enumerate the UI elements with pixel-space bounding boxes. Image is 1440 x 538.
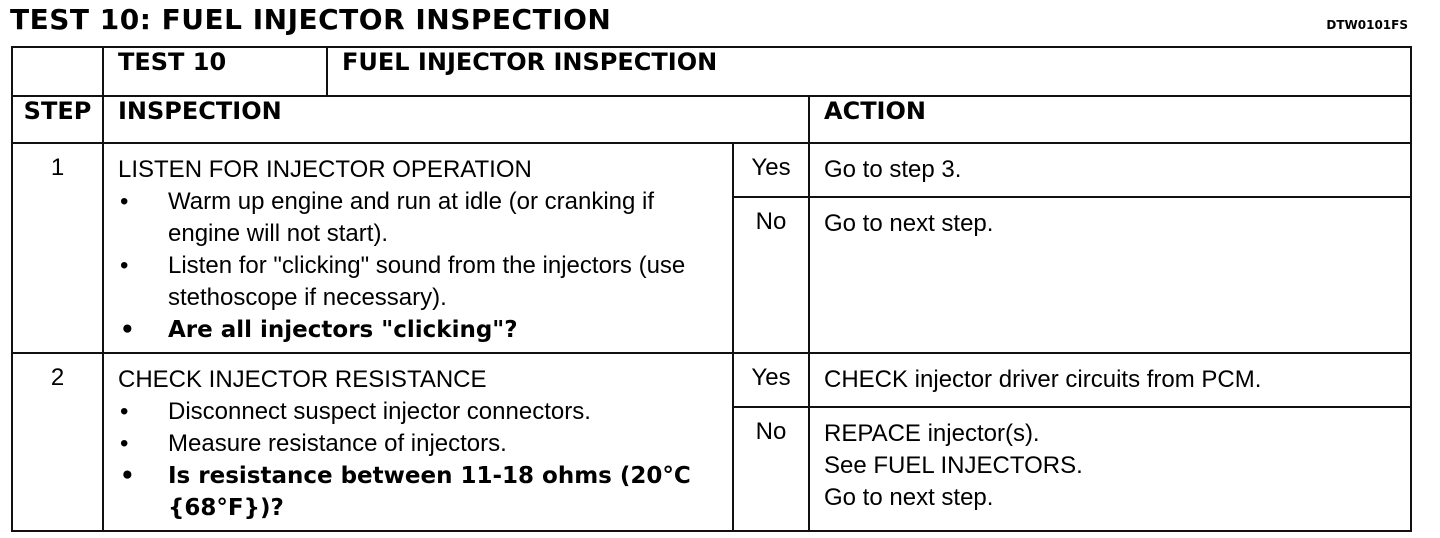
bullet-icon: • — [120, 398, 129, 425]
column-header-row — [12, 96, 1411, 143]
no-action: Go to next step. — [809, 197, 1411, 353]
list-item — [118, 428, 722, 460]
no-label: No — [733, 407, 809, 531]
test-header-blank — [12, 47, 103, 96]
bullet-text: Warm up engine and run at idle (or cranking if engine will not start). — [168, 188, 655, 247]
document-code: DTW0101FS — [1326, 18, 1408, 32]
bullet-icon: • — [120, 430, 129, 457]
step-2-inspection — [103, 353, 733, 531]
bullet-icon: • — [120, 252, 129, 279]
yes-action: CHECK injector driver circuits from PCM. — [809, 353, 1411, 407]
bullet-text: Listen for "clicking" sound from the injectors (use stethoscope if necessary). — [168, 252, 686, 311]
bullet-text: Measure resistance of injectors. — [168, 430, 507, 457]
col-header-action: ACTION — [809, 96, 1411, 143]
no-label: No — [733, 197, 809, 353]
step-title: LISTEN FOR INJECTOR OPERATION — [118, 156, 532, 183]
step-number: 1 — [12, 143, 103, 353]
list-item — [118, 250, 722, 314]
bullet-text: Disconnect suspect injector connectors. — [168, 398, 591, 425]
action-line: Go to next step. — [824, 484, 994, 511]
step-2-yes-row — [12, 353, 1411, 407]
col-header-step: STEP — [12, 96, 103, 143]
test-label: TEST 10 — [103, 47, 327, 96]
question-text: Are all injectors "clicking"? — [168, 317, 518, 343]
list-item — [118, 396, 722, 428]
bullet-icon: • — [120, 463, 135, 489]
test-header-row — [12, 47, 1411, 96]
no-action — [809, 407, 1411, 531]
test-name: FUEL INJECTOR INSPECTION — [327, 47, 1411, 96]
step-bullet-list — [118, 396, 722, 524]
step-number: 2 — [12, 353, 103, 531]
list-item-question — [118, 460, 722, 524]
page-title: TEST 10: FUEL INJECTOR INSPECTION — [10, 3, 612, 36]
yes-action: Go to step 3. — [809, 143, 1411, 197]
procedure-table — [11, 46, 1412, 532]
action-line: REPACE injector(s). — [824, 420, 1040, 447]
step-1-yes-row — [12, 143, 1411, 197]
yes-label: Yes — [733, 353, 809, 407]
action-line: See FUEL INJECTORS. — [824, 452, 1083, 479]
step-bullet-list — [118, 186, 722, 346]
col-header-inspection: INSPECTION — [103, 96, 809, 143]
yes-label: Yes — [733, 143, 809, 197]
list-item-question — [118, 314, 722, 346]
question-text: Is resistance between 11-18 ohms (20°C {68°F})? — [168, 463, 691, 521]
step-title: CHECK INJECTOR RESISTANCE — [118, 366, 487, 393]
bullet-icon: • — [120, 188, 129, 215]
step-1-inspection — [103, 143, 733, 353]
list-item — [118, 186, 722, 250]
bullet-icon: • — [120, 317, 135, 343]
